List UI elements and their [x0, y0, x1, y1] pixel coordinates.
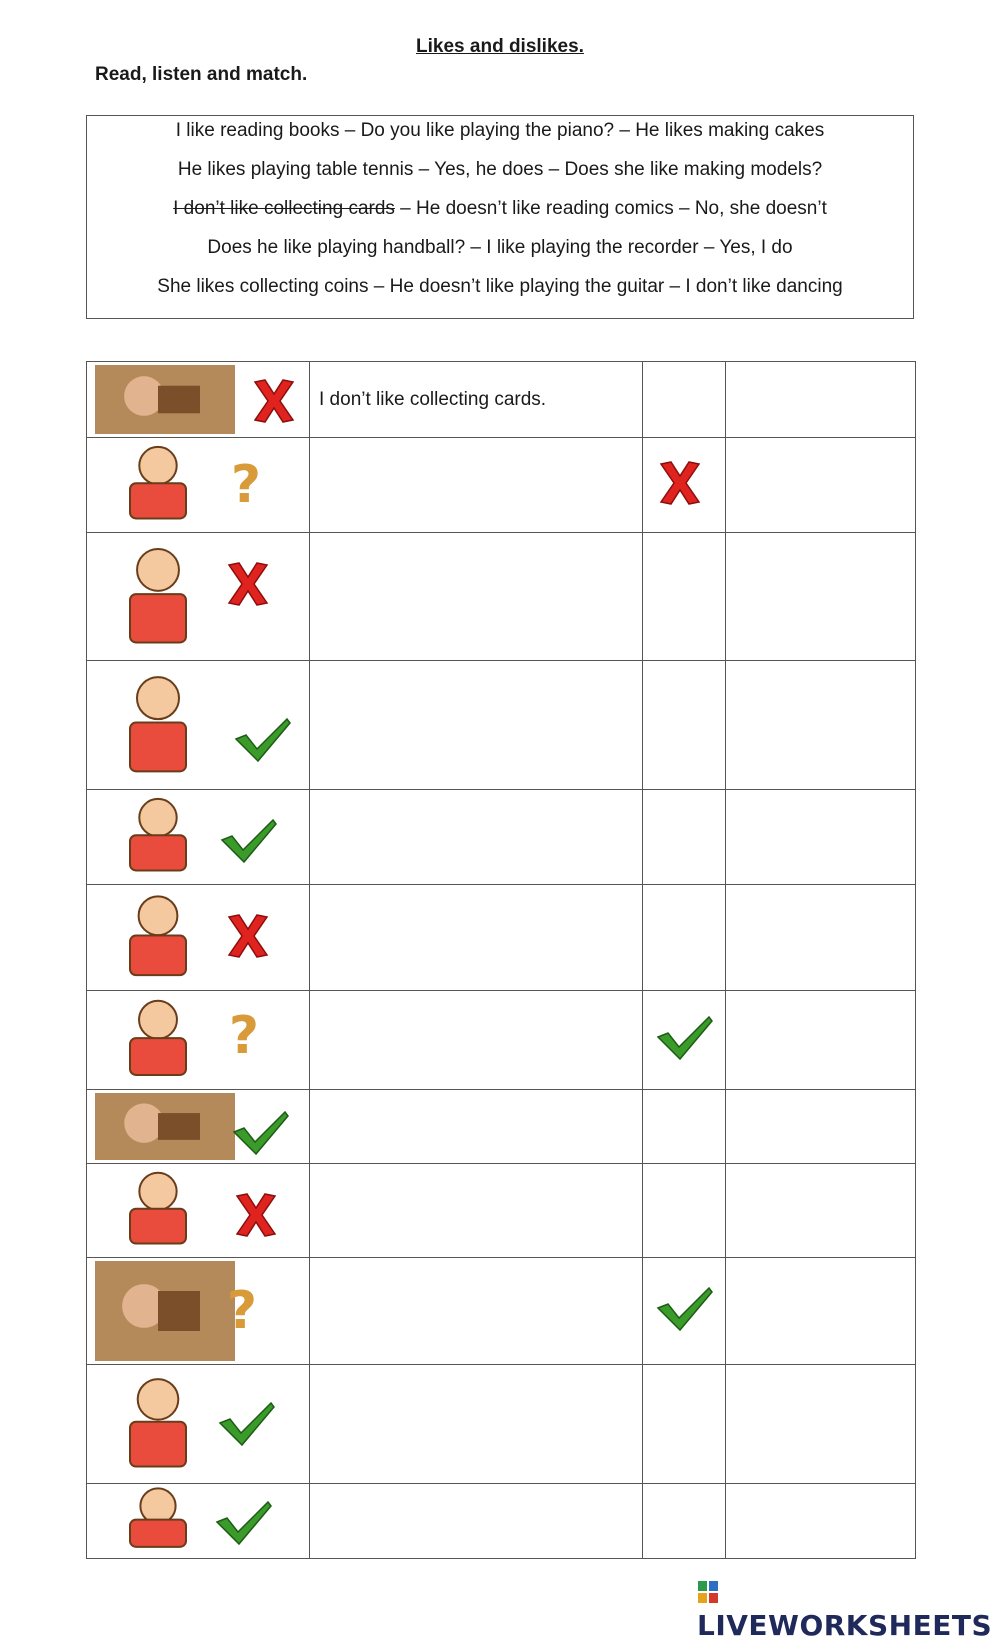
reply-cell[interactable] — [643, 1365, 726, 1484]
check-icon — [214, 1498, 274, 1553]
word-box — [86, 115, 914, 319]
table-row — [87, 533, 916, 661]
picture-cell — [87, 885, 310, 991]
table-row — [87, 438, 916, 533]
cross-icon — [231, 1190, 281, 1245]
table-row — [87, 362, 916, 438]
guitar-illustration — [95, 1167, 235, 1254]
liveworksheets-logo-icon — [697, 1579, 721, 1605]
table-row — [87, 661, 916, 790]
match-table — [86, 361, 916, 1559]
cross-icon — [655, 458, 705, 513]
table-row — [87, 1090, 916, 1164]
boy-making-cake-illustration — [95, 664, 235, 786]
table-row — [87, 885, 916, 991]
blank-cell[interactable] — [726, 1365, 916, 1484]
question-icon — [221, 458, 271, 513]
collecting-cards-photo — [95, 365, 235, 434]
check-icon — [233, 715, 293, 770]
svg-text:?: ? — [228, 1009, 260, 1059]
blank-cell[interactable] — [726, 790, 916, 885]
blank-cell[interactable] — [726, 1258, 916, 1365]
svg-text:?: ? — [226, 1284, 258, 1334]
table-row — [87, 790, 916, 885]
table-row — [87, 1164, 916, 1258]
phrase-text: Does he like playing handball? – I like playing the recorder – Yes, I do — [207, 237, 793, 258]
answer-cell[interactable] — [310, 533, 643, 661]
table-row — [87, 991, 916, 1090]
instructions: Read, listen and match. — [95, 64, 308, 85]
reply-cell[interactable] — [643, 1258, 726, 1365]
blank-cell[interactable] — [726, 991, 916, 1090]
picture-cell — [87, 1258, 310, 1365]
word-box-line — [87, 276, 913, 298]
phrase-text: – He doesn’t like reading comics – No, she doesn’t — [394, 198, 827, 219]
blank-cell[interactable] — [726, 1164, 916, 1258]
reply-cell[interactable] — [643, 1484, 726, 1559]
girl-making-models-illustration — [95, 441, 235, 529]
answer-cell[interactable] — [310, 1090, 643, 1164]
liveworksheets-logo: LIVEWORKSHEETS — [697, 1576, 1000, 1642]
table-row — [87, 1258, 916, 1365]
picture-cell — [87, 790, 310, 885]
picture-cell — [87, 661, 310, 790]
handball-photo — [95, 1261, 235, 1361]
check-icon — [231, 1108, 291, 1163]
boy-reading-comics-illustration — [95, 888, 235, 987]
check-icon — [219, 816, 279, 871]
blank-cell[interactable] — [726, 1090, 916, 1164]
answer-cell[interactable] — [310, 790, 643, 885]
blank-cell[interactable] — [726, 661, 916, 790]
blank-cell[interactable] — [726, 533, 916, 661]
word-box-line — [87, 159, 913, 181]
reply-cell[interactable] — [643, 661, 726, 790]
answer-cell[interactable] — [310, 438, 643, 533]
picture-cell — [87, 362, 310, 438]
word-box-line — [87, 237, 913, 259]
reply-cell[interactable] — [643, 533, 726, 661]
reply-cell[interactable] — [643, 438, 726, 533]
phrase-text: She likes collecting coins – He doesn’t like playing the guitar – I don’t like dancing — [157, 276, 843, 297]
cross-icon — [223, 559, 273, 614]
blank-cell[interactable] — [726, 438, 916, 533]
reply-cell[interactable] — [643, 885, 726, 991]
cross-icon — [223, 911, 273, 966]
table-row — [87, 1365, 916, 1484]
reply-cell[interactable] — [643, 362, 726, 438]
reply-cell[interactable] — [643, 991, 726, 1090]
picture-cell — [87, 1090, 310, 1164]
answer-cell[interactable] — [310, 991, 643, 1090]
check-icon — [217, 1399, 277, 1454]
phrase-text: He likes playing table tennis – Yes, he does – Does she like making models? — [177, 159, 823, 180]
picture-cell — [87, 1484, 310, 1559]
blank-cell[interactable] — [726, 885, 916, 991]
reply-cell[interactable] — [643, 790, 726, 885]
picture-cell — [87, 438, 310, 533]
piano-illustration — [95, 994, 235, 1086]
reply-cell[interactable] — [643, 1090, 726, 1164]
girl-dancing-illustration — [95, 536, 235, 657]
question-icon — [219, 1009, 269, 1064]
blank-cell[interactable] — [726, 1484, 916, 1559]
question-icon — [217, 1284, 267, 1339]
check-icon — [655, 1013, 715, 1068]
table-row — [87, 1484, 916, 1559]
answer-cell[interactable] — [310, 1365, 643, 1484]
picture-cell — [87, 1164, 310, 1258]
struck-phrase: I don’t like collecting cards — [173, 198, 395, 219]
word-box-line — [87, 198, 913, 220]
answer-cell[interactable]: I don’t like collecting cards. — [310, 362, 643, 438]
boy-reading-book-illustration — [95, 1368, 235, 1480]
word-box-line — [87, 120, 913, 142]
answer-cell[interactable] — [310, 885, 643, 991]
answer-cell[interactable] — [310, 1164, 643, 1258]
svg-text:?: ? — [230, 458, 262, 508]
cross-icon — [249, 376, 299, 431]
picture-cell — [87, 1365, 310, 1484]
phrase-text: I like reading books – Do you like playing the piano? – He likes making cakes — [175, 120, 825, 141]
picture-cell — [87, 533, 310, 661]
answer-cell[interactable] — [310, 661, 643, 790]
boy-playing-recorder-illustration — [95, 793, 235, 881]
picture-cell — [87, 991, 310, 1090]
blank-cell[interactable] — [726, 362, 916, 438]
answer-cell[interactable] — [310, 1484, 643, 1559]
check-icon — [655, 1284, 715, 1339]
worksheet-title: Likes and dislikes. — [416, 36, 584, 57]
reply-cell[interactable] — [643, 1164, 726, 1258]
answer-cell[interactable] — [310, 1258, 643, 1365]
coins-photo — [95, 1093, 235, 1160]
